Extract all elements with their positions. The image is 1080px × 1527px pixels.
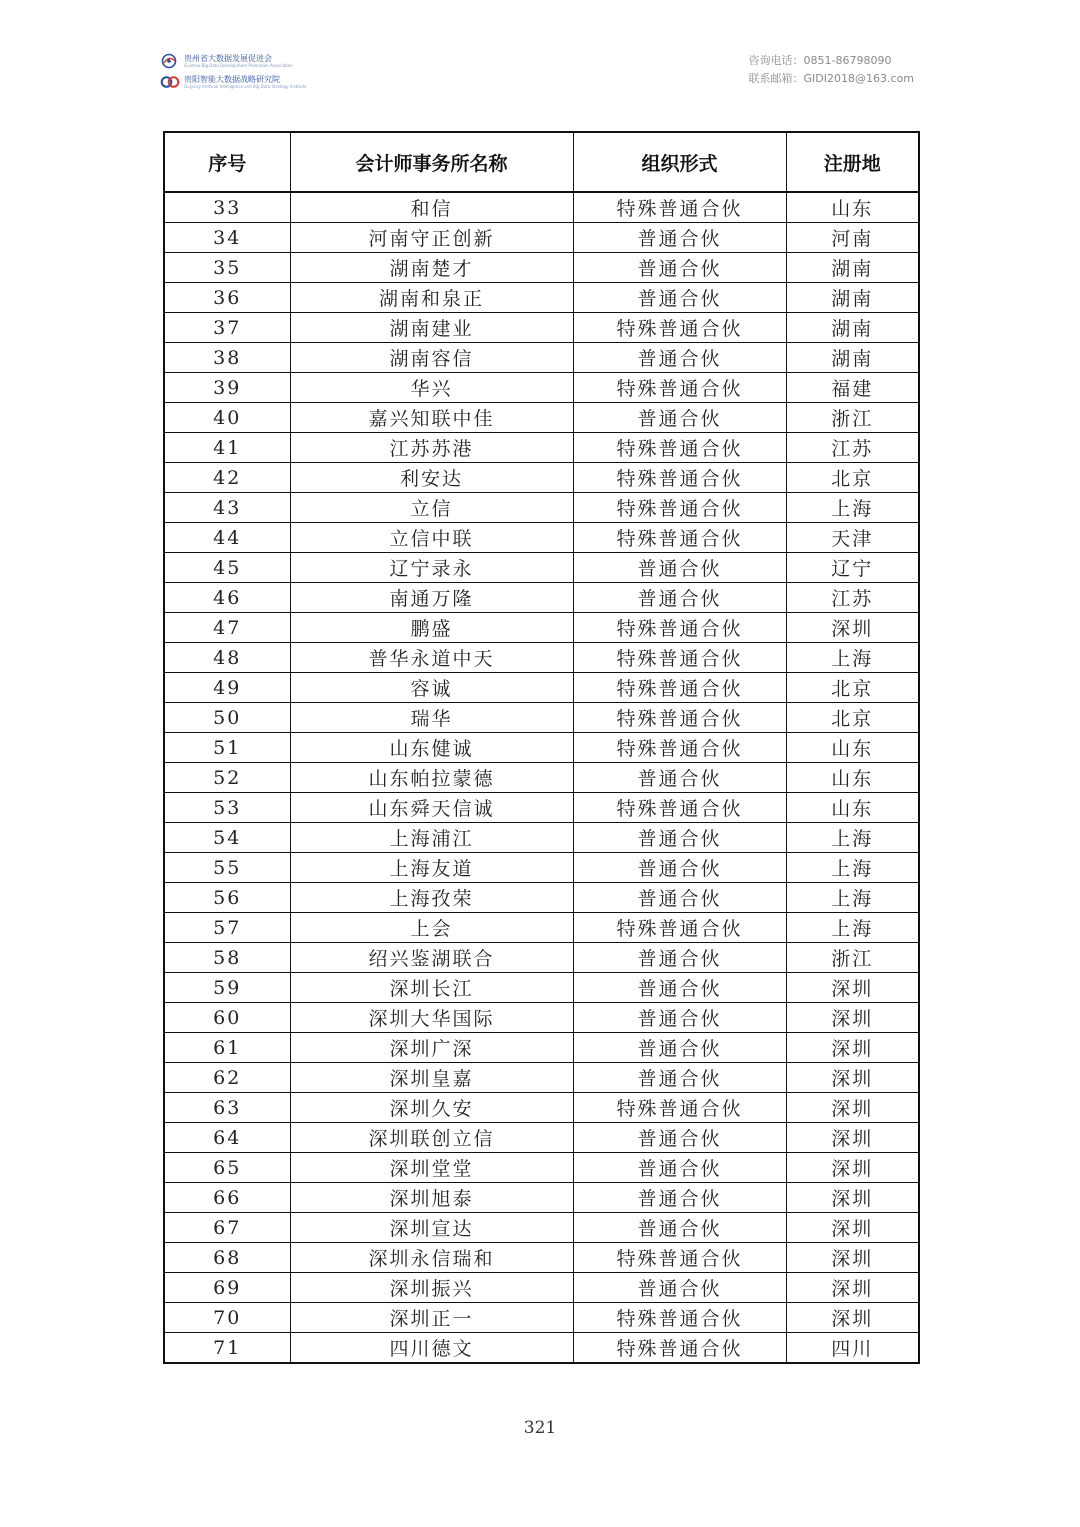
cell-org-form: 普通合伙 <box>573 253 786 283</box>
cell-org-form: 普通合伙 <box>573 1213 786 1243</box>
page-number: 321 <box>523 1418 557 1438</box>
table-row <box>164 1153 919 1183</box>
table-row <box>164 223 919 253</box>
cell-firm-name: 四川德文 <box>290 1333 573 1364</box>
cell-firm-name: 深圳广深 <box>290 1033 573 1063</box>
cell-location: 上海 <box>786 493 919 523</box>
cell-firm-name: 鹏盛 <box>290 613 573 643</box>
cell-index: 37 <box>164 313 290 343</box>
cell-index: 70 <box>164 1303 290 1333</box>
cell-index: 47 <box>164 613 290 643</box>
cell-org-form: 特殊普通合伙 <box>573 463 786 493</box>
cell-index: 41 <box>164 433 290 463</box>
accounting-firms-table <box>163 131 920 1364</box>
table-row <box>164 433 919 463</box>
table-row <box>164 283 919 313</box>
cell-location: 上海 <box>786 643 919 673</box>
org1-logo <box>160 52 310 70</box>
cell-firm-name: 瑞华 <box>290 703 573 733</box>
cell-org-form: 普通合伙 <box>573 973 786 1003</box>
cell-location: 深圳 <box>786 973 919 1003</box>
cell-org-form: 普通合伙 <box>573 283 786 313</box>
cell-firm-name: 南通万隆 <box>290 583 573 613</box>
cell-location: 深圳 <box>786 1123 919 1153</box>
cell-location: 上海 <box>786 913 919 943</box>
cell-location: 深圳 <box>786 1303 919 1333</box>
cell-index: 43 <box>164 493 290 523</box>
cell-firm-name: 湖南楚才 <box>290 253 573 283</box>
cell-org-form: 特殊普通合伙 <box>573 1093 786 1123</box>
cell-index: 54 <box>164 823 290 853</box>
table-row <box>164 523 919 553</box>
table-row <box>164 1123 919 1153</box>
cell-org-form: 特殊普通合伙 <box>573 1333 786 1364</box>
cell-firm-name: 深圳堂堂 <box>290 1153 573 1183</box>
cell-index: 62 <box>164 1063 290 1093</box>
cell-firm-name: 山东健诚 <box>290 733 573 763</box>
cell-org-form: 特殊普通合伙 <box>573 1243 786 1273</box>
cell-index: 48 <box>164 643 290 673</box>
cell-location: 河南 <box>786 223 919 253</box>
table-row <box>164 763 919 793</box>
cell-org-form: 特殊普通合伙 <box>573 793 786 823</box>
column-header-index: 序号 <box>164 132 290 192</box>
cell-location: 江苏 <box>786 583 919 613</box>
table-row <box>164 943 919 973</box>
cell-org-form: 普通合伙 <box>573 343 786 373</box>
table-row <box>164 823 919 853</box>
cell-index: 67 <box>164 1213 290 1243</box>
cell-org-form: 普通合伙 <box>573 1033 786 1063</box>
cell-firm-name: 深圳联创立信 <box>290 1123 573 1153</box>
cell-org-form: 特殊普通合伙 <box>573 313 786 343</box>
cell-firm-name: 深圳久安 <box>290 1093 573 1123</box>
table-row <box>164 1213 919 1243</box>
cell-org-form: 普通合伙 <box>573 1003 786 1033</box>
contact-email: 联系邮箱：GIDI2018@163.com <box>748 72 914 85</box>
table-header-row <box>164 132 919 192</box>
cell-org-form: 特殊普通合伙 <box>573 433 786 463</box>
cell-location: 深圳 <box>786 1213 919 1243</box>
cell-firm-name: 深圳宣达 <box>290 1213 573 1243</box>
cell-firm-name: 深圳永信瑞和 <box>290 1243 573 1273</box>
cell-org-form: 特殊普通合伙 <box>573 523 786 553</box>
table-row <box>164 733 919 763</box>
cell-firm-name: 立信 <box>290 493 573 523</box>
cell-index: 38 <box>164 343 290 373</box>
cell-index: 52 <box>164 763 290 793</box>
cell-org-form: 特殊普通合伙 <box>573 913 786 943</box>
cell-org-form: 普通合伙 <box>573 1273 786 1303</box>
cell-index: 59 <box>164 973 290 1003</box>
cell-index: 66 <box>164 1183 290 1213</box>
cell-index: 46 <box>164 583 290 613</box>
table-row <box>164 883 919 913</box>
org2-logo <box>160 73 310 91</box>
cell-org-form: 普通合伙 <box>573 883 786 913</box>
cell-index: 50 <box>164 703 290 733</box>
table-row <box>164 1063 919 1093</box>
institute-logo-icon <box>160 74 180 90</box>
cell-location: 上海 <box>786 853 919 883</box>
cell-index: 65 <box>164 1153 290 1183</box>
cell-location: 湖南 <box>786 313 919 343</box>
table-row <box>164 1243 919 1273</box>
cell-location: 湖南 <box>786 283 919 313</box>
cell-org-form: 普通合伙 <box>573 403 786 433</box>
cell-firm-name: 湖南容信 <box>290 343 573 373</box>
cell-index: 56 <box>164 883 290 913</box>
cell-location: 北京 <box>786 673 919 703</box>
cell-firm-name: 上海友道 <box>290 853 573 883</box>
association-logo-icon <box>160 53 180 69</box>
cell-firm-name: 上海浦江 <box>290 823 573 853</box>
contact-phone: 咨询电话：0851-86798090 <box>748 54 892 67</box>
cell-firm-name: 深圳旭泰 <box>290 1183 573 1213</box>
cell-firm-name: 华兴 <box>290 373 573 403</box>
cell-index: 68 <box>164 1243 290 1273</box>
org2-name-en: Guiyang Artificial Intelligence and Big Data Strategy Institute <box>184 84 307 89</box>
cell-location: 浙江 <box>786 403 919 433</box>
table-body <box>164 192 919 1363</box>
cell-firm-name: 上会 <box>290 913 573 943</box>
table-row <box>164 973 919 1003</box>
table-row <box>164 1003 919 1033</box>
cell-firm-name: 利安达 <box>290 463 573 493</box>
cell-firm-name: 和信 <box>290 192 573 223</box>
cell-location: 山东 <box>786 763 919 793</box>
table-row <box>164 463 919 493</box>
table-row <box>164 1333 919 1364</box>
cell-index: 35 <box>164 253 290 283</box>
cell-org-form: 普通合伙 <box>573 853 786 883</box>
cell-firm-name: 山东舜天信诚 <box>290 793 573 823</box>
cell-org-form: 特殊普通合伙 <box>573 192 786 223</box>
cell-firm-name: 容诚 <box>290 673 573 703</box>
table-row <box>164 1033 919 1063</box>
cell-index: 36 <box>164 283 290 313</box>
table-row <box>164 1093 919 1123</box>
cell-org-form: 特殊普通合伙 <box>573 1303 786 1333</box>
cell-org-form: 特殊普通合伙 <box>573 673 786 703</box>
cell-firm-name: 立信中联 <box>290 523 573 553</box>
cell-index: 63 <box>164 1093 290 1123</box>
cell-location: 深圳 <box>786 1273 919 1303</box>
table-row <box>164 403 919 433</box>
cell-location: 深圳 <box>786 1063 919 1093</box>
cell-index: 45 <box>164 553 290 583</box>
table-row <box>164 643 919 673</box>
cell-org-form: 特殊普通合伙 <box>573 613 786 643</box>
cell-location: 北京 <box>786 703 919 733</box>
cell-location: 深圳 <box>786 1243 919 1273</box>
table-row <box>164 343 919 373</box>
cell-firm-name: 山东帕拉蒙德 <box>290 763 573 793</box>
cell-org-form: 普通合伙 <box>573 553 786 583</box>
cell-index: 34 <box>164 223 290 253</box>
cell-firm-name: 深圳皇嘉 <box>290 1063 573 1093</box>
cell-firm-name: 深圳大华国际 <box>290 1003 573 1033</box>
cell-index: 53 <box>164 793 290 823</box>
cell-firm-name: 河南守正创新 <box>290 223 573 253</box>
cell-org-form: 普通合伙 <box>573 1123 786 1153</box>
cell-location: 上海 <box>786 883 919 913</box>
table-row <box>164 1303 919 1333</box>
table-row <box>164 793 919 823</box>
cell-index: 49 <box>164 673 290 703</box>
cell-org-form: 特殊普通合伙 <box>573 733 786 763</box>
table-row <box>164 583 919 613</box>
cell-index: 60 <box>164 1003 290 1033</box>
cell-org-form: 普通合伙 <box>573 823 786 853</box>
cell-index: 42 <box>164 463 290 493</box>
table-row <box>164 913 919 943</box>
cell-location: 福建 <box>786 373 919 403</box>
cell-location: 湖南 <box>786 253 919 283</box>
cell-index: 44 <box>164 523 290 553</box>
table-row <box>164 192 919 223</box>
table-row <box>164 673 919 703</box>
table-row <box>164 313 919 343</box>
table-row <box>164 493 919 523</box>
table-row <box>164 373 919 403</box>
table-row <box>164 1273 919 1303</box>
cell-org-form: 特殊普通合伙 <box>573 703 786 733</box>
cell-location: 山东 <box>786 793 919 823</box>
cell-index: 33 <box>164 192 290 223</box>
cell-location: 辽宁 <box>786 553 919 583</box>
table-row <box>164 1183 919 1213</box>
cell-firm-name: 普华永道中天 <box>290 643 573 673</box>
cell-location: 北京 <box>786 463 919 493</box>
cell-location: 深圳 <box>786 613 919 643</box>
cell-location: 深圳 <box>786 1003 919 1033</box>
cell-location: 山东 <box>786 733 919 763</box>
org2-name-cn: 贵阳智能大数据战略研究院 <box>184 75 280 84</box>
org1-name-en: Guizhou Big Data Development Promotion Association <box>184 63 293 68</box>
cell-index: 58 <box>164 943 290 973</box>
cell-org-form: 普通合伙 <box>573 763 786 793</box>
cell-index: 69 <box>164 1273 290 1303</box>
cell-index: 71 <box>164 1333 290 1364</box>
cell-index: 40 <box>164 403 290 433</box>
cell-location: 天津 <box>786 523 919 553</box>
cell-firm-name: 深圳正一 <box>290 1303 573 1333</box>
cell-firm-name: 湖南建业 <box>290 313 573 343</box>
cell-firm-name: 嘉兴知联中佳 <box>290 403 573 433</box>
cell-index: 55 <box>164 853 290 883</box>
cell-index: 51 <box>164 733 290 763</box>
cell-org-form: 特殊普通合伙 <box>573 493 786 523</box>
cell-location: 深圳 <box>786 1153 919 1183</box>
table-row <box>164 553 919 583</box>
cell-location: 浙江 <box>786 943 919 973</box>
cell-location: 湖南 <box>786 343 919 373</box>
column-header-location: 注册地 <box>786 132 919 192</box>
cell-index: 64 <box>164 1123 290 1153</box>
cell-org-form: 普通合伙 <box>573 943 786 973</box>
cell-firm-name: 湖南和泉正 <box>290 283 573 313</box>
cell-location: 上海 <box>786 823 919 853</box>
cell-org-form: 普通合伙 <box>573 223 786 253</box>
cell-index: 57 <box>164 913 290 943</box>
cell-index: 61 <box>164 1033 290 1063</box>
cell-firm-name: 深圳长江 <box>290 973 573 1003</box>
cell-location: 四川 <box>786 1333 919 1364</box>
cell-firm-name: 深圳振兴 <box>290 1273 573 1303</box>
cell-org-form: 普通合伙 <box>573 1183 786 1213</box>
cell-org-form: 普通合伙 <box>573 583 786 613</box>
cell-location: 山东 <box>786 192 919 223</box>
cell-org-form: 特殊普通合伙 <box>573 643 786 673</box>
contact-info <box>749 52 914 88</box>
table-row <box>164 253 919 283</box>
cell-org-form: 普通合伙 <box>573 1153 786 1183</box>
cell-org-form: 特殊普通合伙 <box>573 373 786 403</box>
column-header-org-form: 组织形式 <box>573 132 786 192</box>
column-header-firm-name: 会计师事务所名称 <box>290 132 573 192</box>
table-row <box>164 853 919 883</box>
cell-location: 江苏 <box>786 433 919 463</box>
table-row <box>164 613 919 643</box>
cell-location: 深圳 <box>786 1033 919 1063</box>
cell-index: 39 <box>164 373 290 403</box>
cell-location: 深圳 <box>786 1183 919 1213</box>
cell-firm-name: 江苏苏港 <box>290 433 573 463</box>
cell-firm-name: 辽宁录永 <box>290 553 573 583</box>
cell-firm-name: 绍兴鉴湖联合 <box>290 943 573 973</box>
cell-firm-name: 上海孜荣 <box>290 883 573 913</box>
header-logos <box>160 52 310 94</box>
org1-name-cn: 贵州省大数据发展促进会 <box>184 54 272 63</box>
cell-location: 深圳 <box>786 1093 919 1123</box>
cell-org-form: 普通合伙 <box>573 1063 786 1093</box>
table-row <box>164 703 919 733</box>
